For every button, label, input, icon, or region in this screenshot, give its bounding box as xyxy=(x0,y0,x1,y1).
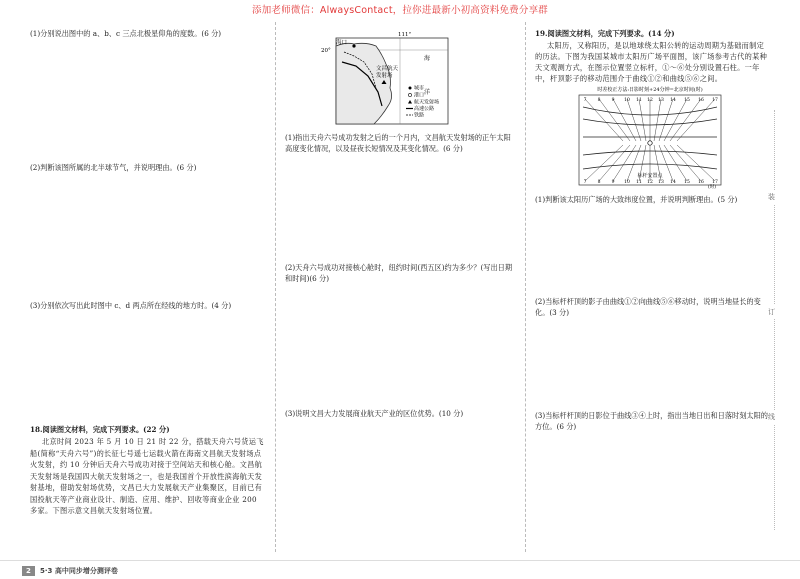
map-sea-2: 洋 xyxy=(424,89,431,96)
svg-text:13: 13 xyxy=(658,180,664,185)
map-site-label-2: 发射场 xyxy=(376,73,393,79)
q18-passage: 北京时间 2023 年 5 月 10 日 21 时 22 分，搭载天舟六号货运飞船(简称“天舟六号”)的长征七号遥七运载火箭在海南文昌航天发射场点火发射，约 10 分钟后天舟六号成功对接于空间站天和核心舱。文昌航天发射场是我国四大航天发射场之一，也是我国首个开放性滨海航天发射基地，借助发射场优势，文昌已大力发展航天产业集聚区，目前已有国投航天等产业商业设计、制造、应用、维护、回收等商业企业 200 多家。下图示意文昌航天发射场位置。 xyxy=(30,437,264,515)
column-divider xyxy=(275,22,276,552)
binding-char-ding: 订 xyxy=(768,305,775,319)
svg-text:17: 17 xyxy=(712,180,718,185)
q19-part3: (3)当标杆杆顶的日影位于曲线③④上时，指出当地日出和日落时刻太阳的方位。(6 分) xyxy=(535,411,768,431)
q18-part3: (3)说明文昌大力发展商业航天产业的区位优势。(10 分) xyxy=(285,409,464,418)
pole-point-icon xyxy=(648,141,652,145)
wenchang-map xyxy=(320,32,450,127)
svg-text:14: 14 xyxy=(670,180,676,185)
legend-highway: 高速公路 xyxy=(414,106,435,112)
binding-dotted-line xyxy=(774,110,775,530)
svg-text:15: 15 xyxy=(684,98,690,103)
svg-text:12: 12 xyxy=(647,180,653,185)
svg-text:11: 11 xyxy=(636,98,642,103)
svg-text:10: 10 xyxy=(624,180,630,185)
svg-text:14: 14 xyxy=(670,98,676,103)
map-city-dot xyxy=(352,44,355,47)
svg-text:12: 12 xyxy=(647,98,653,103)
svg-text:7: 7 xyxy=(583,180,587,185)
diagram-caption: 时差校正方法:日影时刻+24分钟=北京时间(时) xyxy=(597,87,703,93)
q18-heading: 18.阅读图文材料，完成下列要求。(22 分) xyxy=(30,425,170,434)
svg-text:17: 17 xyxy=(712,98,718,103)
sun-calendar-diagram xyxy=(575,85,725,190)
svg-text:15: 15 xyxy=(684,180,690,185)
q17-part3: (3)分别依次写出此时图中 c、d 两点所在经线的地方时。(4 分) xyxy=(30,301,232,310)
series-title: 5·3 高中同步增分测评卷 xyxy=(40,567,118,575)
binding-char-xian: 线 xyxy=(768,410,775,424)
legend-railway: 铁路 xyxy=(414,112,425,119)
svg-text:8: 8 xyxy=(597,180,601,185)
q17-part1: (1)分别说出图中的 a、b、c 三点北极星仰角的度数。(6 分) xyxy=(30,29,222,38)
legend-port: 港口 xyxy=(414,92,425,99)
map-lon-label: 111° xyxy=(398,32,412,38)
diagram-time-label: (时) xyxy=(708,185,717,190)
svg-text:8: 8 xyxy=(597,98,601,103)
q19-passage: 太阳历，又称阳历，是以地球绕太阳公转的运动周期为基础而制定的历法。下图为我国某城市太阳历广场平面图，该广场参考古代的某种天文观测方式，在图示位置竖立标杆，①～⑥处分别设置石柱。一年中，杆顶影子的移动范围介于曲线①②和曲线⑤⑥之间。 xyxy=(535,41,768,83)
page-number: 2 xyxy=(22,566,35,576)
svg-text:11: 11 xyxy=(636,180,642,185)
legend-city-icon xyxy=(409,87,412,90)
svg-text:7: 7 xyxy=(583,98,587,103)
q19-part2: (2)当标杆杆顶的影子由曲线①②向曲线⑤⑥移动时，说明当地昼长的变化。(3 分) xyxy=(535,297,761,317)
column-divider xyxy=(525,22,526,552)
q17-part2: (2)判断该图所属的北半球节气，并说明理由。(6 分) xyxy=(30,163,197,172)
map-site-label-1: 文昌航天 xyxy=(376,66,399,72)
svg-text:10: 10 xyxy=(624,98,630,103)
map-lat-label: 20° xyxy=(321,48,331,54)
page-footer xyxy=(0,560,800,579)
svg-text:9: 9 xyxy=(611,180,615,185)
binding-char-zhuang: 装 xyxy=(768,190,775,204)
binding-margin xyxy=(766,110,786,530)
q18-part1: (1)指出天舟六号成功发射之后的一个月内，文昌航天发射场的正午太阳高度变化情况，以及昼夜长短情况及其变化情况。(6 分) xyxy=(285,133,511,153)
svg-text:16: 16 xyxy=(698,180,704,185)
map-sea-1: 海 xyxy=(424,55,431,62)
diagram-center-label: 标杆安置点 xyxy=(637,173,663,179)
q19-heading: 19.阅读图文材料，完成下列要求。(14 分) xyxy=(535,29,675,38)
svg-text:9: 9 xyxy=(611,98,615,103)
svg-text:13: 13 xyxy=(658,98,664,103)
q18-part2: (2)天舟六号成功对接核心舱时，纽约时间(西五区)约为多少？(写出日期和时间)(6 分) xyxy=(285,263,513,283)
q19-part1: (1)判断该太阳历广场的大致纬度位置，并说明判断理由。(5 分) xyxy=(535,195,738,204)
legend-city: 城市 xyxy=(414,85,425,92)
svg-text:16: 16 xyxy=(698,98,704,103)
map-city-haikou: 海口 xyxy=(336,40,348,46)
watermark: 添加老师微信：AlwaysContact，拉你进最新小初高资料免费分享群 xyxy=(252,5,548,16)
legend-site: 航天发射场 xyxy=(414,99,440,106)
